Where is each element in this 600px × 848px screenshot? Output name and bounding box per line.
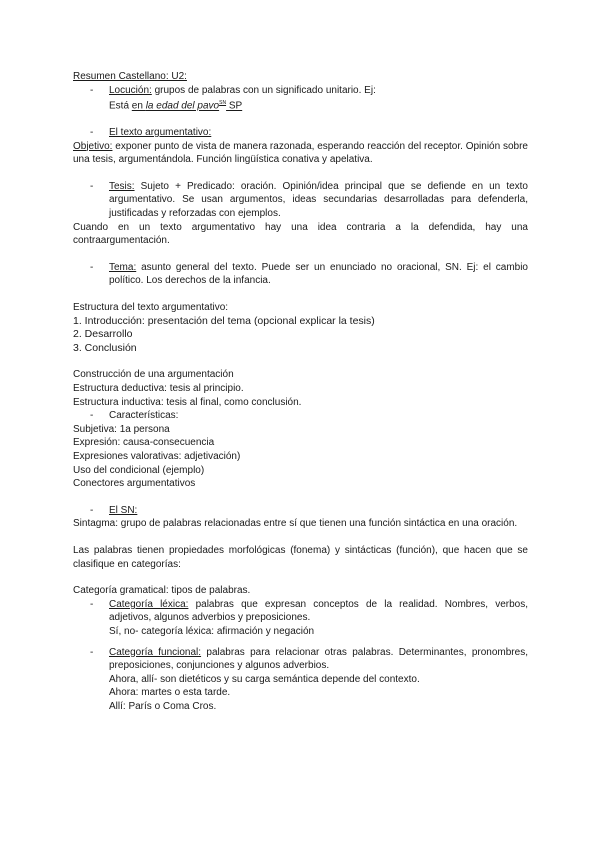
lexica-label: Categoría léxica:: [109, 598, 189, 610]
funcional-text: palabras para relacionar otras palabras. Determinantes, pronombres, preposiciones, conjunciones y algunos adverbios.: [109, 646, 528, 672]
bullet-dash: -: [90, 180, 94, 192]
bullet-caracteristicas: [73, 409, 528, 423]
locucion-example-pre: Está: [109, 100, 132, 112]
estructura-item: 2. Desarrollo: [73, 328, 133, 341]
caracteristica-item: Uso del condicional (ejemplo): [73, 464, 205, 476]
bullet-dash: -: [90, 127, 94, 139]
bullet-text: [109, 646, 528, 714]
bullet-text: [109, 261, 528, 288]
construccion-heading: Construcción de una argumentación: [73, 369, 234, 381]
tema-text: asunto general del texto. Puede ser un enunciado no oracional, SN. Ej: el cambio político. Los derechos de la infancia.: [109, 261, 528, 287]
bullet-text: [109, 84, 528, 114]
propiedades-paragraph: Las palabras tienen propiedades morfológicas (fonema) y sintácticas (función), que hacen que se clasifique en categorías:: [73, 544, 528, 570]
locucion-example-underlined: [132, 101, 219, 112]
bullet-text: [109, 598, 528, 639]
caracteristica-item: Subjetiva: 1a persona: [73, 423, 170, 435]
categoria-heading: Categoría gramatical: tipos de palabras.: [73, 585, 251, 597]
bullet-dash: -: [90, 598, 94, 610]
bullet-categoria-lexica: [73, 598, 528, 639]
estructura-heading: Estructura del texto argumentativo:: [73, 302, 229, 314]
locucion-example-sup: SN: [219, 100, 227, 107]
caracteristica-item: Expresión: causa-consecuencia: [73, 437, 215, 449]
objetivo-text: exponer punto de vista de manera razonada, esperando reacción del receptor. Opinión sobre una tesis, argumentándola. Función lingüística conativa y apelativa.: [73, 140, 528, 166]
bullet-categoria-funcional: [73, 646, 528, 714]
objetivo-label: Objetivo:: [73, 140, 113, 152]
bullet-text: [109, 180, 528, 221]
caracteristica-item: Conectores argumentativos: [73, 478, 196, 490]
funcional-paragraph: [109, 646, 528, 673]
bullet-texto-argumentativo: [73, 126, 528, 140]
locucion-text: grupos de palabras con un significado unitario. Ej:: [151, 84, 376, 96]
bullet-tema: [73, 261, 528, 288]
bullet-dash: -: [90, 504, 94, 516]
funcional-extra-line: Ahora: martes o esta tarde.: [109, 687, 231, 699]
sn-heading: El SN:: [109, 504, 138, 516]
objetivo-paragraph: [73, 140, 528, 167]
bullet-tesis: [73, 180, 528, 221]
tema-label: Tema:: [109, 261, 137, 273]
document-title: Resumen Castellano: U2:: [73, 71, 187, 82]
estructura-item: 3. Conclusión: [73, 341, 137, 354]
bullet-dash: -: [90, 646, 94, 658]
bullet-locucion: [73, 84, 528, 114]
locucion-example-phrase: en la edad del pavo: [131, 100, 220, 112]
locucion-label: Locución:: [109, 84, 152, 96]
bullet-sn: [73, 504, 528, 518]
sintagma-definition: Sintagma: grupo de palabras relacionadas entre sí que tienen una función sintáctica en una oración.: [73, 518, 518, 530]
estructura-inductiva: Estructura inductiva: tesis al final, como conclusión.: [73, 396, 302, 408]
bullet-dash: -: [90, 84, 94, 96]
document-page: [73, 70, 528, 713]
funcional-extra-line: Allí: París o Coma Cros.: [109, 700, 217, 712]
lexica-paragraph: [109, 598, 528, 625]
bullet-dash: -: [90, 410, 94, 422]
texto-arg-heading: El texto argumentativo:: [109, 127, 212, 139]
estructura-item: 1. Introducción: presentación del tema (opcional explicar la tesis): [73, 314, 375, 327]
locucion-example-post: SP: [226, 100, 243, 112]
tesis-label: Tesis:: [109, 180, 135, 192]
contraargumentacion-paragraph: Cuando en un texto argumentativo hay una idea contraria a la defendida, hay una contraargumentación.: [73, 221, 528, 247]
caracteristica-item: Expresiones valorativas: adjetivación): [73, 450, 241, 462]
tesis-text: Sujeto + Predicado: oración. Opinión/idea principal que se defiende en un texto argumentativo. Se usan argumentos, ideas secundarias desarrolladas para defenderla, justificadas y reforzadas con ejemplos.: [109, 180, 528, 220]
caracteristicas-label: Características:: [109, 410, 179, 422]
lexica-extra: Sí, no- categoría léxica: afirmación y negación: [109, 625, 315, 637]
funcional-label: Categoría funcional:: [109, 646, 202, 658]
funcional-extra-line: Ahora, allí- son dietéticos y su carga semántica depende del contexto.: [109, 673, 420, 685]
bullet-dash: -: [90, 261, 94, 273]
lexica-text: palabras que expresan conceptos de la realidad. Nombres, verbos, adjetivos, algunos adverbios y preposiciones.: [109, 598, 528, 624]
estructura-deductiva: Estructura deductiva: tesis al principio.: [73, 383, 244, 395]
